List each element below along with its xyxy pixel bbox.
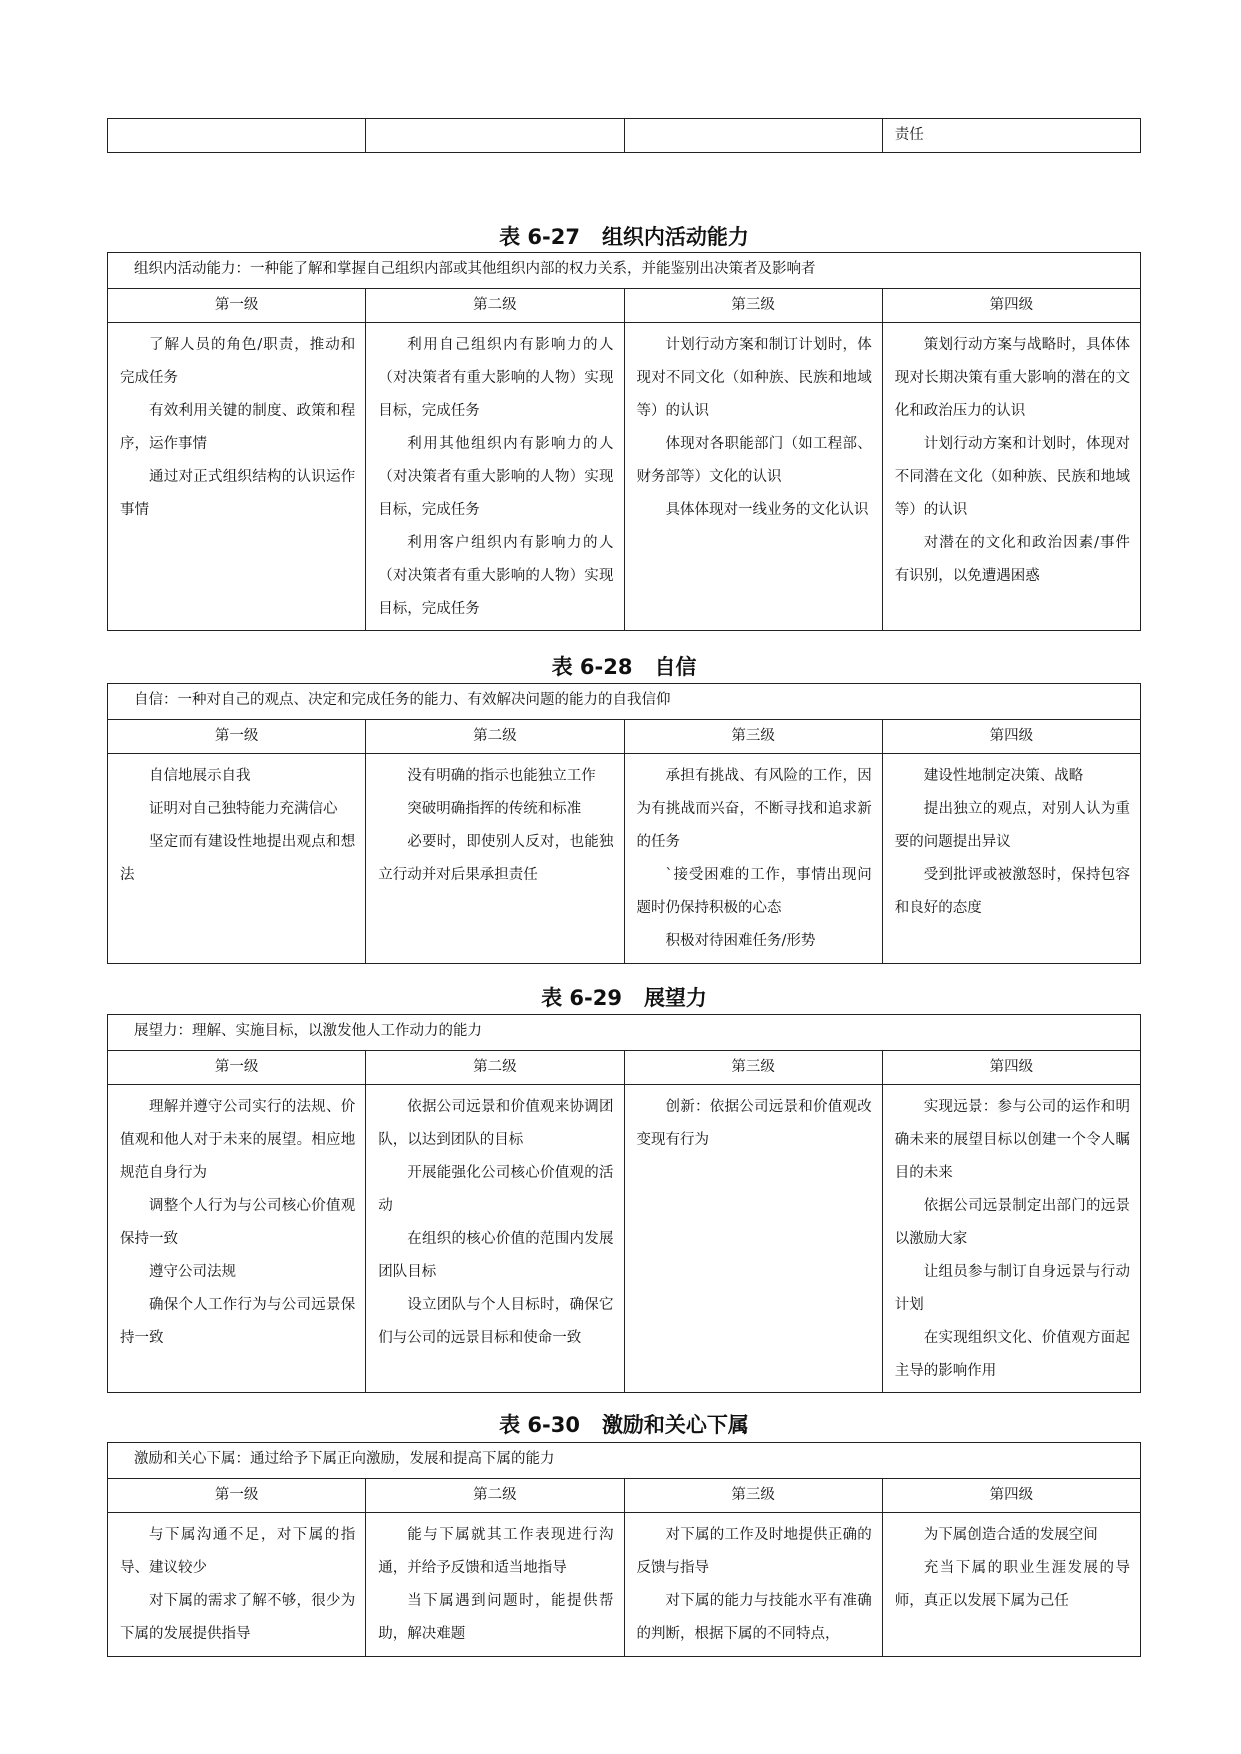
behavior-text: 没有明确的指示也能独立工作 [407, 768, 596, 784]
table-title: 展望力 [643, 986, 707, 1010]
behavior-text: `接受困难的工作，事情出现问题时仍保持积极的心态 [636, 867, 872, 916]
behavior-text: 创新：依据公司远景和价值观改变现有行为 [636, 1099, 872, 1148]
behavior-text: 对下属的工作及时地提供正确的反馈与指导 [636, 1527, 872, 1576]
definition-row [108, 253, 1141, 289]
behavior-text: 建设性地制定决策、战略 [923, 768, 1084, 784]
behavior-text: 利用客户组织内有影响力的人（对决策者有重大影响的人物）实现目标，完成任务 [378, 535, 614, 617]
definition-row [108, 684, 1141, 720]
level-header: 第一级 [108, 1479, 366, 1513]
definition-text: 展望力：理解、实施目标，以激发他人工作动力的能力 [134, 1023, 482, 1039]
behavior-text: 与下属沟通不足，对下属的指导、建议较少 [120, 1527, 356, 1576]
behavior-text: 受到批评或被激怒时，保持包容和良好的态度 [894, 867, 1130, 916]
level-header: 第二级 [366, 1051, 624, 1085]
level-header: 第四级 [882, 720, 1140, 754]
level-header: 第四级 [882, 289, 1140, 323]
behavior-text: 理解并遵守公司实行的法规、价值观和他人对于未来的展望。相应地规范自身行为 [120, 1099, 356, 1181]
behavior-text: 依据公司远景和价值观来协调团队，以达到团队的目标 [378, 1099, 614, 1148]
level-cell [108, 1513, 366, 1657]
behavior-text: 开展能强化公司核心价值观的活动 [378, 1165, 614, 1214]
level-cell [882, 754, 1140, 964]
table-title: 组织内活动能力 [601, 225, 749, 249]
behavior-text: 对下属的需求了解不够，很少为下属的发展提供指导 [120, 1593, 356, 1642]
competency-table [107, 1014, 1141, 1393]
level-header: 第一级 [108, 1051, 366, 1085]
fragment-cell [108, 119, 366, 153]
behavior-text: 策划行动方案与战略时，具体体现对长期决策有重大影响的潜在的文化和政治压力的认识 [894, 337, 1130, 419]
competency-table [107, 683, 1141, 964]
table-number: 表 6-27 [499, 225, 580, 249]
level-cell [882, 323, 1140, 631]
fragment-cell [882, 119, 1140, 153]
definition-text: 组织内活动能力：一种能了解和掌握自己组织内部或其他组织内部的权力关系，并能鉴别出决策者及影响者 [134, 261, 816, 277]
behavior-text: 设立团队与个人目标时，确保它们与公司的远景目标和使命一致 [378, 1297, 614, 1346]
behavior-text: 实现远景：参与公司的运作和明确未来的展望目标以创建一个令人瞩目的未来 [894, 1099, 1130, 1181]
definition-row [108, 1015, 1141, 1051]
definition-row [108, 1443, 1141, 1479]
table-number: 表 6-29 [541, 986, 622, 1010]
behavior-text: 能与下属就其工作表现进行沟通，并给予反馈和适当地指导 [378, 1527, 614, 1576]
behavior-text: 具体体现对一线业务的文化认识 [665, 502, 869, 518]
behavior-text: 利用自己组织内有影响力的人（对决策者有重大影响的人物）实现目标，完成任务 [378, 337, 614, 419]
level-cell [882, 1513, 1140, 1657]
behavior-text: 了解人员的角色/职责，推动和完成任务 [120, 337, 356, 386]
level-header: 第二级 [366, 289, 624, 323]
competency-table [107, 252, 1141, 631]
behavior-text: 遵守公司法规 [149, 1264, 236, 1280]
table-number: 表 6-30 [499, 1413, 580, 1437]
table-number: 表 6-28 [551, 655, 633, 679]
level-header: 第一级 [108, 720, 366, 754]
behavior-text: 必要时，即使别人反对，也能独立行动并对后果承担责任 [378, 834, 614, 883]
behavior-text: 确保个人工作行为与公司远景保持一致 [120, 1297, 356, 1346]
table-title: 自信 [654, 655, 697, 679]
behavior-text: 让组员参与制订自身远景与行动计划 [894, 1264, 1130, 1313]
level-header: 第三级 [624, 289, 882, 323]
behavior-text: 自信地展示自我 [149, 768, 251, 784]
level-header: 第三级 [624, 1051, 882, 1085]
table-caption [107, 983, 1141, 1013]
level-header: 第三级 [624, 720, 882, 754]
table-title: 激励和关心下属 [601, 1413, 749, 1437]
level-cell [624, 323, 882, 631]
behavior-text: 承担有挑战、有风险的工作，因为有挑战而兴奋，不断寻找和追求新的任务 [636, 768, 872, 850]
behavior-text: 在实现组织文化、价值观方面起主导的影响作用 [894, 1330, 1130, 1379]
behavior-text: 依据公司远景制定出部门的远景以激励大家 [894, 1198, 1130, 1247]
table-caption [107, 652, 1141, 682]
behavior-text: 体现对各职能部门（如工程部、财务部等）文化的认识 [636, 436, 872, 485]
behavior-text: 当下属遇到问题时，能提供帮助，解决难题 [378, 1593, 614, 1642]
level-cell [108, 754, 366, 964]
level-header: 第二级 [366, 1479, 624, 1513]
level-header: 第四级 [882, 1479, 1140, 1513]
behavior-text: 在组织的核心价值的范围内发展团队目标 [378, 1231, 614, 1280]
behavior-text: 充当下属的职业生涯发展的导师，真正以发展下属为己任 [894, 1560, 1130, 1609]
level-cell [624, 1513, 882, 1657]
level-cell [882, 1085, 1140, 1393]
level-cell [366, 1085, 624, 1393]
behavior-text: 计划行动方案和计划时，体现对不同潜在文化（如种族、民族和地域等）的认识 [894, 436, 1130, 518]
level-cell [108, 1085, 366, 1393]
level-cell [108, 323, 366, 631]
behavior-text: 调整个人行为与公司核心价值观保持一致 [120, 1198, 356, 1247]
level-cell [624, 754, 882, 964]
fragment-cell [624, 119, 882, 153]
level-cell [366, 754, 624, 964]
previous-table-fragment [107, 118, 1141, 153]
behavior-text: 提出独立的观点，对别人认为重要的问题提出异议 [894, 801, 1130, 850]
behavior-text: 通过对正式组织结构的认识运作事情 [120, 469, 356, 518]
level-header: 第四级 [882, 1051, 1140, 1085]
behavior-text: 有效利用关键的制度、政策和程序，运作事情 [120, 403, 356, 452]
level-header: 第三级 [624, 1479, 882, 1513]
competency-table [107, 1442, 1141, 1657]
level-header: 第一级 [108, 289, 366, 323]
fragment-text: 责任 [894, 127, 924, 143]
level-cell [366, 1513, 624, 1657]
behavior-text: 坚定而有建设性地提出观点和想法 [120, 834, 356, 883]
behavior-text: 利用其他组织内有影响力的人（对决策者有重大影响的人物）实现目标，完成任务 [378, 436, 614, 518]
table-caption [107, 222, 1141, 252]
fragment-cell [366, 119, 624, 153]
definition-text: 自信：一种对自己的观点、决定和完成任务的能力、有效解决问题的能力的自我信仰 [134, 692, 671, 708]
behavior-text: 计划行动方案和制订计划时，体现对不同文化（如种族、民族和地域等）的认识 [636, 337, 872, 419]
behavior-text: 证明对自己独特能力充满信心 [149, 801, 338, 817]
behavior-text: 为下属创造合适的发展空间 [923, 1527, 1098, 1543]
level-cell [624, 1085, 882, 1393]
table-caption [107, 1410, 1141, 1440]
level-header: 第二级 [366, 720, 624, 754]
behavior-text: 积极对待困难任务/形势 [665, 933, 816, 949]
behavior-text: 对下属的能力与技能水平有准确的判断，根据下属的不同特点， [636, 1593, 872, 1642]
behavior-text: 突破明确指挥的传统和标准 [407, 801, 582, 817]
level-cell [366, 323, 624, 631]
definition-text: 激励和关心下属：通过给予下属正向激励，发展和提高下属的能力 [134, 1451, 555, 1467]
behavior-text: 对潜在的文化和政治因素/事件有识别，以免遭遇困惑 [894, 535, 1130, 584]
